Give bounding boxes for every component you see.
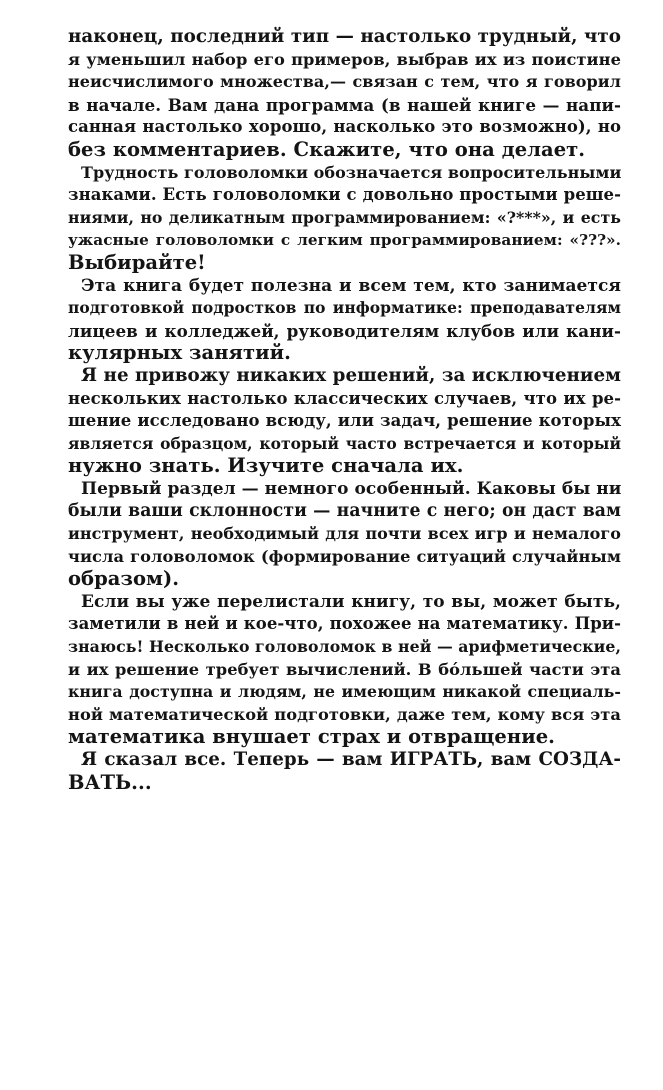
text-line: образом). [68, 567, 180, 591]
text-line: заметили в ней и кое-что, похожее на математику. При- [68, 614, 621, 634]
text-line: знаками. Есть головоломки с довольно простыми реше- [68, 185, 621, 205]
text-line: нужно знать. Изучите сначала их. [68, 454, 464, 478]
text-line: книга доступна и людям, не имеющим никакой специаль- [68, 682, 621, 702]
text-line: кулярных занятий. [68, 341, 291, 365]
text-line: лицеев и колледжей, руководителям клубов или кани- [68, 320, 621, 341]
text-line: знаюсь! Несколько головоломок в ней — арифметические, [68, 637, 621, 657]
text-line: ужасные головоломки с легким программированием: «???». [68, 231, 621, 250]
text-line: ной математической подготовки, даже тем, кому вся эта [68, 704, 621, 724]
text-line: Я не привожу никаких решений, за исключением [81, 364, 622, 386]
paragraph [68, 591, 621, 749]
text-line: я уменьшил набор его примеров, выбрав их из поистине [68, 49, 621, 69]
text-line: ниями, но деликатным программированием: «?***», и есть [68, 207, 621, 227]
text-line: нескольких настолько классических случаев, что их ре- [68, 388, 621, 408]
text-line: подготовкой подростков по информатике: преподавателям [68, 298, 621, 318]
text-line: наконец, последний тип — настолько трудный, что [68, 26, 621, 47]
text-line: числа головоломок (формирование ситуаций случайным [68, 546, 621, 566]
text-line: были ваши склонности — начните с него; он даст вам [68, 501, 621, 522]
text-line: без комментариев. Скажите, что она делает. [68, 137, 586, 161]
text-line: санная настолько хорошо, насколько это возможно), но [68, 117, 621, 137]
text-line: и их решение требует вычислений. В бóльшей части эта [68, 659, 621, 679]
paragraph [68, 365, 621, 478]
text-line: Первый раздел — немного особенный. Каковы бы ни [81, 478, 622, 499]
book-page-text [68, 26, 621, 794]
paragraph [68, 162, 621, 275]
text-line: ВАТЬ... [68, 770, 152, 794]
text-line: неисчислимого множества,— связан с тем, что я говорил [68, 72, 621, 92]
text-line: Если вы уже перелистали книгу, то вы, может быть, [81, 591, 621, 612]
text-line: Трудность головоломки обозначается вопросительными [81, 162, 622, 182]
text-line: в начале. Вам дана программа (в нашей книге — напи- [68, 94, 621, 115]
paragraph [68, 26, 621, 162]
text-line: Эта книга будет полезна и всем тем, кто занимается [81, 275, 621, 296]
text-line: математика внушает страх и отвращение. [68, 725, 556, 749]
text-line: Выбирайте! [68, 250, 206, 274]
text-line: Я сказал все. Теперь — вам ИГРАТЬ, вам СОЗДА- [81, 749, 621, 770]
text-line: шение исследовано всюду, или задач, решение которых [68, 411, 621, 431]
paragraph [68, 749, 621, 794]
paragraph [68, 478, 621, 591]
paragraph [68, 275, 621, 365]
text-line: инструмент, необходимый для почти всех игр и немалого [68, 524, 621, 544]
text-line: является образцом, который часто встречается и который [68, 433, 621, 453]
